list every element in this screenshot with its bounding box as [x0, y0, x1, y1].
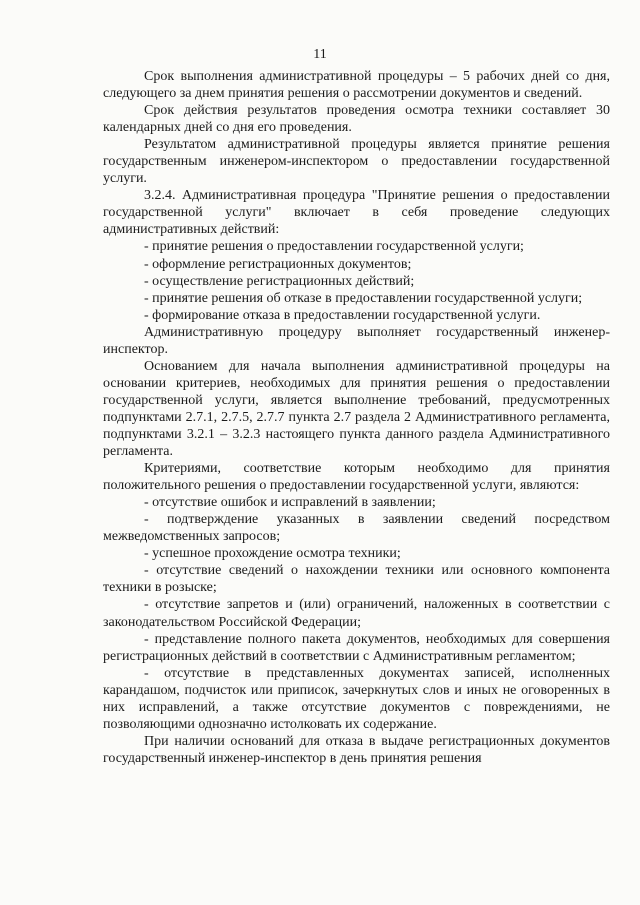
paragraph: При наличии оснований для отказа в выдаче регистрационных документов государственный инженер-инспектор в день принятия решения [103, 733, 610, 766]
paragraph: Результатом административной процедуры является принятие решения государственным инженером-инспектором о предоставлении государственной услуги. [103, 137, 610, 187]
list-item: - оформление регистрационных документов; [144, 256, 412, 272]
document-body [103, 68, 610, 767]
list-item: - принятие решения о предоставлении государственной услуги; [144, 239, 524, 255]
page-number: 11 [313, 47, 327, 62]
list-item: - формирование отказа в предоставлении государственной услуги. [144, 307, 541, 323]
list-item: - отсутствие сведений о нахождении техники или основного компонента техники в розыске; [103, 563, 610, 596]
list-item: - подтверждение указанных в заявлении сведений посредством межведомственных запросов; [103, 512, 610, 545]
paragraph: Основанием для начала выполнения административной процедуры на основании критериев, необходимых для принятия решения о предоставлении государственной услуги, является выполнение требований, предусмотренных подпунктами 2.7.1, 2.7.5, 2.7.7 пункта 2.7 раздела 2 Административного регламента, подпунктами 3.2.1 – 3.2.3 настоящего пункта данного раздела Административного регламента. [103, 358, 610, 460]
list-item: - отсутствие в представленных документах записей, исполненных карандашом, подчисток или приписок, зачеркнутых слов и иных не оговоренных в них исправлений, а также отсутствие документов с повреждениями, не позволяющими однозначно истолковать их содержание. [103, 665, 610, 732]
list-item: - принятие решения об отказе в предоставлении государственной услуги; [144, 290, 583, 306]
paragraph: Срок выполнения административной процедуры – 5 рабочих дней со дня, следующего за днем принятия решения о рассмотрении документов и сведений. [103, 69, 610, 102]
list-item: - представление полного пакета документов, необходимых для совершения регистрационных действий в соответствии с Административным регламентом; [103, 631, 610, 664]
paragraph: Срок действия результатов проведения осмотра техники составляет 30 календарных дней со дня его проведения. [103, 103, 610, 136]
list-item: - отсутствие запретов и (или) ограничений, наложенных в соответствии с законодательством Российской Федерации; [103, 597, 610, 630]
paragraph: 3.2.4. Административная процедура "Принятие решения о предоставлении государственной услуги" включает в себя проведение следующих административных действий: [103, 188, 610, 238]
paragraph: Административную процедуру выполняет государственный инженер-инспектор. [103, 324, 610, 357]
list-item: - отсутствие ошибок и исправлений в заявлении; [144, 495, 436, 511]
paragraph: Критериями, соответствие которым необходимо для принятия положительного решения о предоставлении государственной услуги, являются: [103, 461, 610, 494]
list-item: - осуществление регистрационных действий; [144, 273, 415, 289]
list-item: - успешное прохождение осмотра техники; [144, 546, 401, 562]
